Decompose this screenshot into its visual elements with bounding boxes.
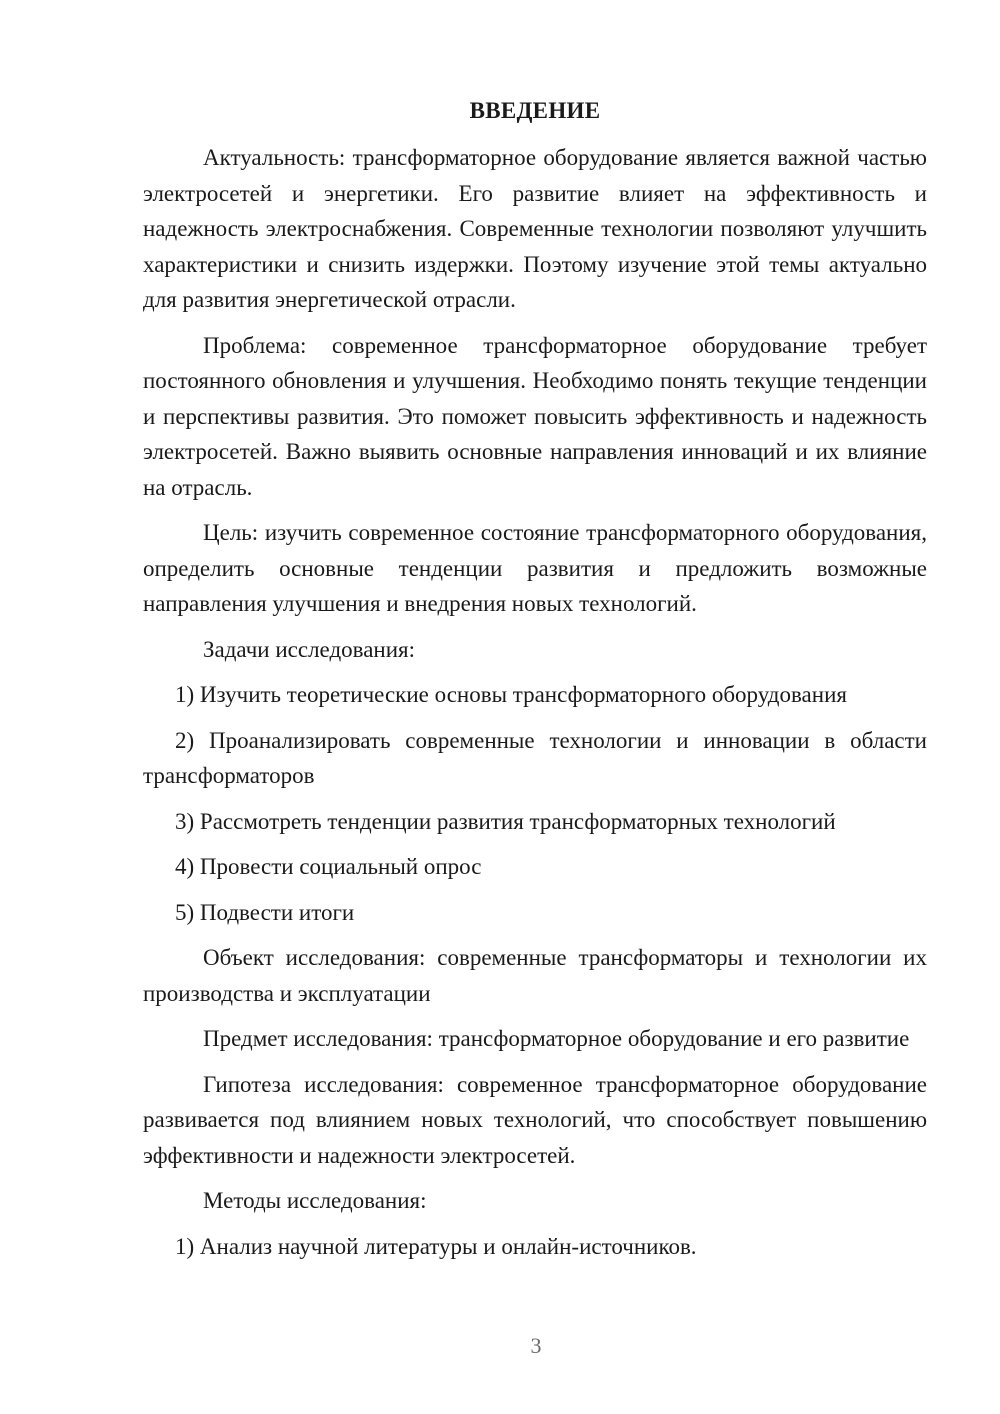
tasks-heading: Задачи исследования:	[203, 636, 416, 662]
page-content	[143, 96, 927, 1274]
object-paragraph: Объект исследования: современные трансформаторы и технологии их производства и эксплуатации	[143, 945, 927, 1006]
subject-paragraph: Предмет исследования: трансформаторное оборудование и его развитие	[203, 1026, 910, 1051]
task-item-4: 4) Провести социальный опрос	[175, 854, 482, 879]
task-item-2: 2) Проанализировать современные технологии и инновации в области трансформаторов	[143, 727, 927, 788]
section-title: ВВЕДЕНИЕ	[469, 98, 601, 123]
task-item-1: 1) Изучить теоретические основы трансформаторного оборудования	[175, 682, 847, 707]
hypothesis-paragraph: Гипотеза исследования: современное трансформаторное оборудование развивается под влиянием новых технологий, что способствует повышению эффективности и надежности электросетей.	[143, 1071, 927, 1168]
methods-heading: Методы исследования:	[203, 1188, 427, 1213]
goal-paragraph: Цель: изучить современное состояние трансформаторного оборудования, определить основные тенденции развития и предложить возможные направления улучшения и внедрения новых технологий.	[143, 520, 927, 616]
relevance-paragraph: Актуальность: трансформаторное оборудование является важной частью электросетей и энергетики. Его развитие влияет на эффективность и надежность электроснабжения. Современные технологии позволяют улучшить характеристики и снизить издержки. Поэтому изучение этой темы актуально для развития энергетической отрасли.	[143, 145, 927, 312]
problem-paragraph: Проблема: современное трансформаторное оборудование требует постоянного обновления и улучшения. Необходимо понять текущие тенденции и перспективы развития. Это поможет повысить эффективность и надежность электросетей. Важно выявить основные направления инноваций и их влияние на отрасль.	[143, 332, 927, 500]
task-item-3: 3) Рассмотреть тенденции развития трансформаторных технологий	[175, 808, 836, 834]
method-item-1: 1) Анализ научной литературы и онлайн-источников.	[175, 1233, 697, 1259]
task-item-5: 5) Подвести итоги	[175, 899, 355, 925]
page-number: 3	[530, 1333, 542, 1358]
